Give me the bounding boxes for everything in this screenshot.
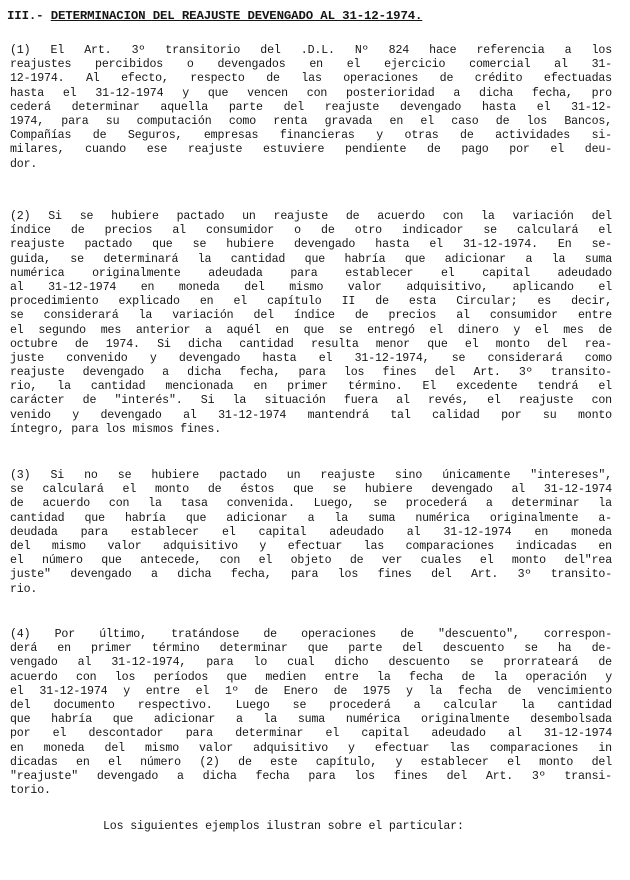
section-title: DETERMINACION DEL REAJUSTE DEVENGADO AL 31-12-1974. xyxy=(50,9,423,23)
text-line: que habría que adicionar a la suma numérica originalmente desembolsada xyxy=(10,713,612,727)
text-line: el segundo mes anterior a aquél en que se entregó el dinero y el mes de xyxy=(10,323,612,337)
text-line: vengado al 31-12-1974, para lo cual dicho descuento se prorrateará de xyxy=(10,656,612,670)
text-line: milares, cuando ese reajuste estuviere pendiente de pago por el deu- xyxy=(10,143,612,157)
text-line: "reajuste" devengado a dicha fecha para los fines del Art. 3º transi- xyxy=(10,769,612,783)
text-line: (1) El Art. 3º transitorio del .D.L. Nº 824 hace referencia a los xyxy=(10,44,612,57)
text-line: carácter de "interés". Si la situación fuera al revés, el reajuste con xyxy=(10,394,612,408)
text-line: 1974, para su computación como renta gravada en el caso de los Bancos, xyxy=(10,114,612,128)
text-line: reajustes percibidos o devengados en el ejercicio comercial al 31- xyxy=(10,58,612,72)
text-line: derá en primer término determinar que parte del descuento se ha de- xyxy=(10,642,612,656)
text-line: (2) Si se hubiere pactado un reajuste de acuerdo con la variación del xyxy=(10,210,612,223)
text-line: Compañías de Seguros, empresas financieras y otras de actividades si- xyxy=(10,129,612,143)
text-line: guida, se determinará la cantidad que habría que adicionar a la suma xyxy=(10,252,612,266)
closing-line: Los siguientes ejemplos ilustran sobre el particular: xyxy=(103,820,464,833)
text-line: del documento respectivo. Luego se procederá a calcular la cantidad xyxy=(10,698,612,712)
text-line: cantidad que habría que adicionar a la suma numérica originalmente a- xyxy=(10,511,612,525)
text-line: deudada para establecer el capital adeudado al 31-12-1974 en moneda xyxy=(10,525,612,539)
text-line: procedimiento explicado en el capítulo II de esta Circular; es decir, xyxy=(10,295,612,309)
text-line: del mismo valor adquisitivo y efectuar las comparaciones indicadas en xyxy=(10,539,612,553)
text-line: reajuste devengado a dicha fecha, para los fines del Art. 3º transito- xyxy=(10,366,612,380)
text-line: índice de precios al consumidor o de otro indicador se calculará el xyxy=(10,224,612,238)
text-line: por el descontador para determinar el capital adeudado al 31-12-1974 xyxy=(10,727,612,741)
text-line: de acuerdo con la tasa convenida. Luego, se procederá a determinar la xyxy=(10,497,612,511)
text-line: el 31-12-1974 y entre el 1º de Enero de 1975 y la fecha de vencimiento xyxy=(10,684,612,698)
section-number: III.- xyxy=(7,9,44,23)
text-line: el número que antecede, con el objeto de ver cuales el monto del"rea xyxy=(10,554,612,568)
text-line: se considerará la variación del índice de precios al consumidor entre xyxy=(10,309,612,323)
section-heading xyxy=(7,9,422,23)
text-line: cederá determinar aquella parte del reajuste devengado hasta el 31-12- xyxy=(10,100,612,114)
text-line: en moneda del mismo valor adquisitivo y efectuar las comparaciones in xyxy=(10,741,612,755)
text-line: al 31-12-1974 en moneda del mismo valor adquisitivo, aplicando el xyxy=(10,280,612,294)
paragraph-1 xyxy=(10,44,612,172)
text-line: juste" devengado a dicha fecha, para los fines del Art. 3º transito- xyxy=(10,568,612,582)
text-line: numérica originalmente adeudada para establecer el capital adeudado xyxy=(10,266,612,280)
text-line: dor. xyxy=(10,157,38,171)
text-line: rio. xyxy=(10,582,38,596)
text-line: acuerdo con los períodos que medien entre la fecha de la operación y xyxy=(10,670,612,684)
paragraph-2 xyxy=(10,210,612,437)
text-line: juste convenido y devengado hasta el 31-12-1974, se considerará como xyxy=(10,351,612,365)
text-line: rio, la cantidad mencionada en primer término. El excedente tendrá el xyxy=(10,380,612,394)
text-line: hasta el 31-12-1974 y que vencen con posterioridad a dicha fecha, pro xyxy=(10,86,612,100)
text-line: íntegro, para los mismos fines. xyxy=(10,422,222,436)
text-line: dicadas en el número (2) de este capítulo, y establecer el monto del xyxy=(10,755,612,769)
paragraph-3 xyxy=(10,469,612,597)
text-line: se calculará el monto de éstos que se hubiere devengado al 31-12-1974 xyxy=(10,483,612,497)
text-line: (3) Si no se hubiere pactado un reajuste sino únicamente "intereses", xyxy=(10,469,612,482)
text-line: octubre de 1974. Si dicha cantidad resulta menor que el monto del rea- xyxy=(10,337,612,351)
text-line: (4) Por último, tratándose de operaciones de "descuento", correspon- xyxy=(10,628,612,641)
text-line: venido y devengado al 31-12-1974 mantendrá tal calidad por su monto xyxy=(10,408,612,422)
text-line: 12-1974. Al efecto, respecto de las operaciones de crédito efectuadas xyxy=(10,72,612,86)
paragraph-4 xyxy=(10,628,612,798)
text-line: torio. xyxy=(10,784,51,798)
text-line: reajuste pactado que se hubiere devengado hasta el 31-12-1974. En se- xyxy=(10,238,612,252)
